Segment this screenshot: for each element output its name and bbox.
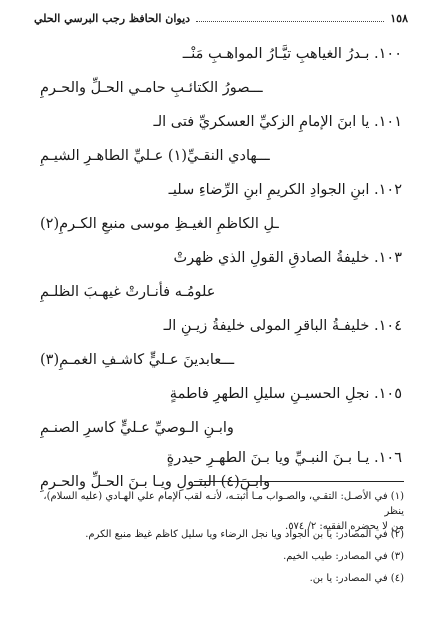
footnote-text: (٤) في المصادر: يا بن. xyxy=(309,573,404,584)
footnote-text-continued: من لا يحضره الفقيه: ٢/ ٥٧٤. xyxy=(285,521,404,532)
verse-second-hemistich: وابـنَ(٤) البتـولِ ويـا بـنَ الحـلِّ والحـرمِ xyxy=(40,474,271,490)
footnote xyxy=(28,571,404,586)
footnote-separator xyxy=(194,481,404,482)
verse-second-hemistich: ـلِ الكاظمِ الغيـظِ موسى منبعِ الكـرمِ(٢) xyxy=(40,216,279,232)
header-dotted-leader xyxy=(196,21,384,22)
verse-first-hemistich: ١٠٢. ابنِ الجوادِ الكريمِ ابنِ الرِّضاءِ سليـ xyxy=(168,182,402,198)
verse-second-hemistich: وابـنِ الـوصيِّ عـليٍّ كاسرِ الصنـمِ xyxy=(40,420,234,436)
footnote-text: (٢) في المصادر: يا بن الجواد ويا نجل الرضاء ويا سليل كاظم غيظ منبع الكرم. xyxy=(85,529,404,540)
verse-second-hemistich: علومُـه فأنـارتْ غيهـبَ الظلـمِ xyxy=(40,284,216,300)
footnote xyxy=(28,549,404,564)
verse-first-hemistich: ١٠١. يا ابنَ الإمامِ الزكيِّ العسكريِّ فتى الـ xyxy=(153,114,402,130)
verse-first-hemistich: ١٠٠. بـدرُ الغياهبِ تيَّـارُ المواهـبِ مَنْــ xyxy=(182,46,402,62)
footnote-text: (١) في الأصـل: التقـي، والصـواب مـا أثبتـه، لأنـه لقب الإمام علي الهـادي (عليه السلام)، ينظر xyxy=(43,491,404,517)
verse-first-hemistich: ١٠٥. نجلِ الحسيـنِ سليلِ الطهرِ فاطمةٍ xyxy=(169,386,402,402)
page-number: ١٥٨ xyxy=(390,11,408,25)
verse-first-hemistich: ١٠٦. يـا بـنَ النبـيِّ ويا بـنَ الطهـرِ حيدرةٍ xyxy=(166,450,402,466)
page-header xyxy=(34,9,408,27)
verse-first-hemistich: ١٠٤. خليفـةُ الباقرِ المولى خليفةُ زيـنِ الـ xyxy=(163,318,402,334)
verse-first-hemistich: ١٠٣. خليفةُ الصادقِ القولِ الذي ظهرتْ xyxy=(173,250,402,266)
running-title: ديوان الحافظ رجب البرسي الحلي xyxy=(34,11,191,25)
verse-second-hemistich: ـــصورُ الكتائـبِ حامـي الحـلِّ والحـرمِ xyxy=(40,80,263,96)
verse-second-hemistich: ـــهادي النقـيِّ(١) عـليِّ الطاهـرِ الشيـمِ xyxy=(40,148,270,164)
verse-second-hemistich: ـــعابدينَ عـليٍّ كاشـفِ الغمـمِ(٣) xyxy=(40,352,235,368)
footnote-text: (٣) في المصادر: طيب الخيم. xyxy=(283,551,404,562)
footnote xyxy=(28,527,404,542)
